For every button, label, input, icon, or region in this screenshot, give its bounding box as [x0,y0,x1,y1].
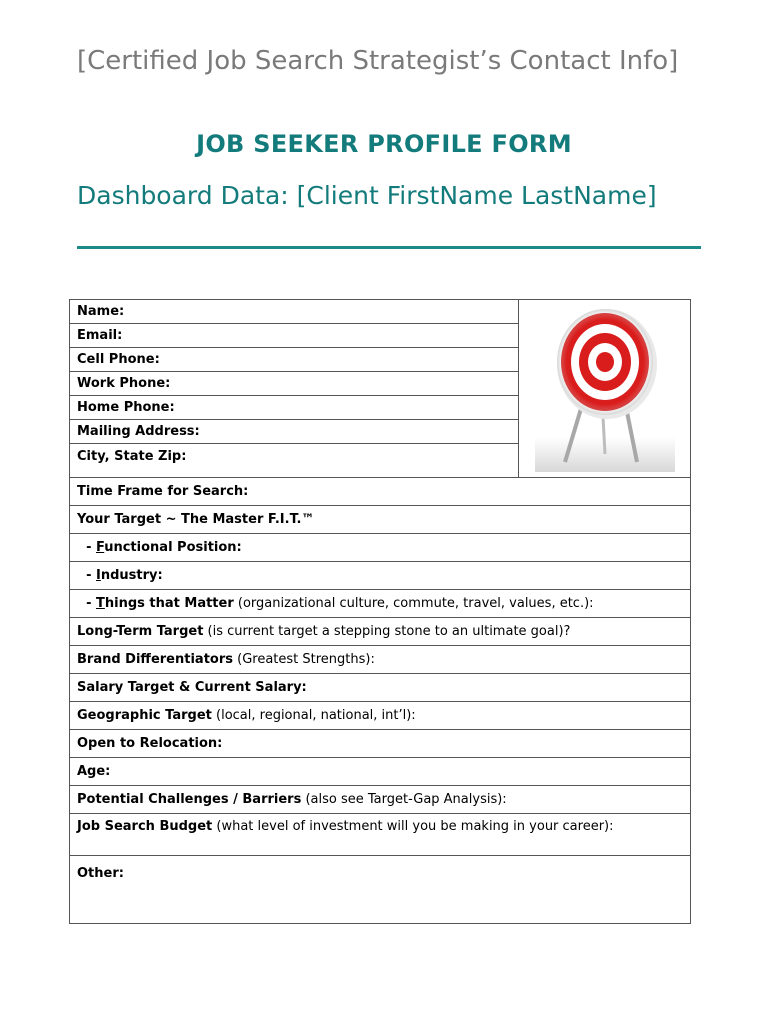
job-search-budget-field[interactable] [70,814,691,856]
brand-label: Brand Differentiators [77,652,233,667]
cell-phone-field[interactable]: Cell Phone: [70,348,519,372]
brand-differentiators-field[interactable] [70,646,691,674]
profile-form-table [69,299,691,924]
archery-target-icon [535,302,675,472]
functional-dash: - [86,540,96,555]
things-dash: - [86,596,96,611]
your-target-heading: Your Target ~ The Master F.I.T.™ [70,506,691,534]
things-that-matter-field[interactable] [70,590,691,618]
geographic-note: (local, regional, national, int’l): [211,708,416,723]
budget-label: Job Search Budget [77,819,213,834]
form-row-name [70,300,691,324]
dashboard-heading: Dashboard Data: [Client FirstName LastName] [77,181,657,210]
geographic-label: Geographic Target [77,708,212,723]
city-state-zip-field[interactable]: City, State Zip: [70,444,519,478]
functional-label: unctional Position: [104,540,242,555]
long-term-note: (is current target a stepping stone to an ultimate goal)? [203,624,571,639]
form-title: JOB SEEKER PROFILE FORM [196,130,572,158]
geographic-target-field[interactable] [70,702,691,730]
work-phone-field[interactable]: Work Phone: [70,372,519,396]
things-note: (organizational culture, commute, travel, values, etc.): [233,596,594,611]
relocation-field[interactable]: Open to Relocation: [70,730,691,758]
salary-field[interactable]: Salary Target & Current Salary: [70,674,691,702]
industry-dash: - [86,568,96,583]
email-field[interactable]: Email: [70,324,519,348]
things-label: hings that Matter [104,596,234,611]
heading-rule [77,246,701,249]
challenges-note: (also see Target-Gap Analysis): [301,792,507,807]
brand-note: (Greatest Strengths): [233,652,375,667]
target-image-cell [519,300,691,478]
functional-initial: F [95,540,105,555]
industry-label: ndustry: [100,568,163,583]
long-term-target-field[interactable] [70,618,691,646]
functional-position-field[interactable] [70,534,691,562]
challenges-label: Potential Challenges / Barriers [77,792,302,807]
home-phone-field[interactable]: Home Phone: [70,396,519,420]
time-frame-field[interactable]: Time Frame for Search: [70,478,691,506]
industry-initial: I [95,568,101,583]
industry-field[interactable] [70,562,691,590]
strategist-contact-info: [Certified Job Search Strategist’s Contact Info] [77,46,679,76]
challenges-field[interactable] [70,786,691,814]
budget-note: (what level of investment will you be making in your career): [212,819,614,834]
mailing-address-field[interactable]: Mailing Address: [70,420,519,444]
name-field[interactable]: Name: [70,300,519,324]
age-field[interactable]: Age: [70,758,691,786]
other-field[interactable]: Other: [70,856,691,924]
things-initial: T [95,596,105,611]
long-term-label: Long-Term Target [77,624,204,639]
